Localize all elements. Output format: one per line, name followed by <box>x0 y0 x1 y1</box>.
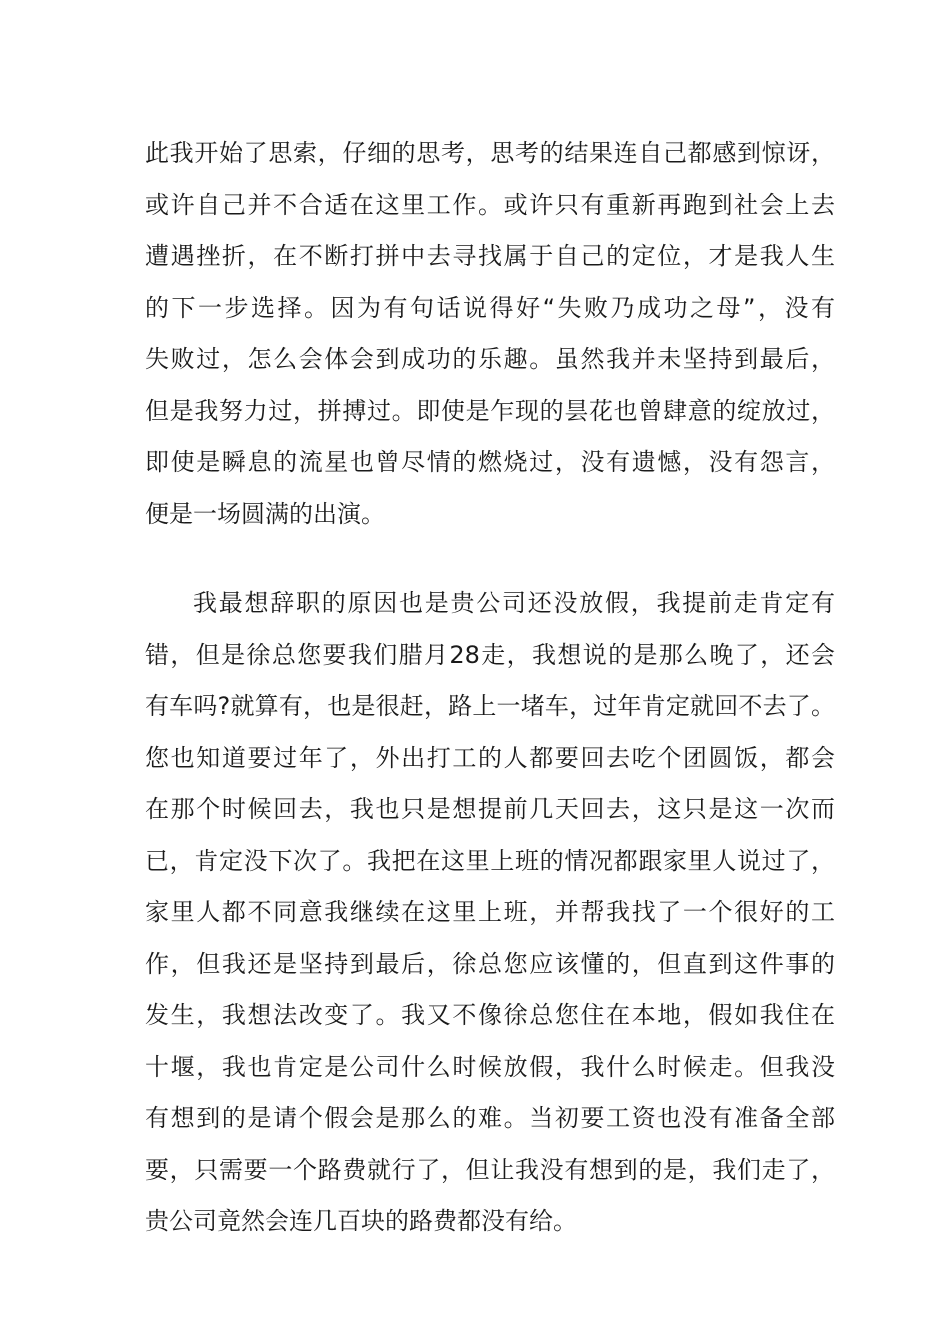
text-line: 您也知道要过年了，外出打工的人都要回去吃个团圆饭，都会 <box>145 743 835 772</box>
text-line: 便是一场圆满的出演。 <box>145 499 385 528</box>
text-line: 发生，我想法改变了。我又不像徐总您住在本地，假如我住在 <box>145 1001 835 1029</box>
text-line: 即使是瞬息的流星也曾尽情的燃烧过，没有遗憾，没有怨言， <box>145 448 835 476</box>
paragraph-2 <box>145 578 835 1248</box>
text-line: 的下一步选择。因为有句话说得好“失败乃成功之母”，没有 <box>145 293 835 322</box>
text-line: 失败过，怎么会体会到成功的乐趣。虽然我并未坚持到最后， <box>145 345 835 373</box>
text-line: 错，但是徐总您要我们腊月28走，我想说的是那么晚了，还会 <box>145 640 835 669</box>
text-line: 遭遇挫折，在不断打拼中去寻找属于自己的定位，才是我人生 <box>145 242 835 270</box>
text-line: 但是我努力过，拼搏过。即使是乍现的昙花也曾肆意的绽放过， <box>145 396 835 425</box>
text-line: 作，但我还是坚持到最后，徐总您应该懂的，但直到这件事的 <box>145 949 835 978</box>
text-line: 或许自己并不合适在这里工作。或许只有重新再跑到社会上去 <box>145 190 835 219</box>
text-line: 要，只需要一个路费就行了，但让我没有想到的是，我们走了， <box>145 1155 835 1184</box>
text-line: 我最想辞职的原因也是贵公司还没放假，我提前走肯定有 <box>193 589 835 617</box>
text-line: 有车吗?就算有，也是很赶，路上一堵车，过年肯定就回不去了。 <box>145 692 835 720</box>
text-line: 此我开始了思索，仔细的思考，思考的结果连自己都感到惊讶， <box>145 139 835 167</box>
text-line: 家里人都不同意我继续在这里上班，并帮我找了一个很好的工 <box>145 898 835 926</box>
text-line: 贵公司竟然会连几百块的路费都没有给。 <box>145 1207 577 1235</box>
text-line: 有想到的是请个假会是那么的难。当初要工资也没有准备全部 <box>145 1104 835 1132</box>
text-line: 已，肯定没下次了。我把在这里上班的情况都跟家里人说过了， <box>145 846 835 875</box>
text-line: 十堰，我也肯定是公司什么时候放假，我什么时候走。但我没 <box>145 1052 835 1081</box>
text-line: 在那个时候回去，我也只是想提前几天回去，这只是这一次而 <box>145 795 835 823</box>
paragraph-1 <box>145 128 835 540</box>
